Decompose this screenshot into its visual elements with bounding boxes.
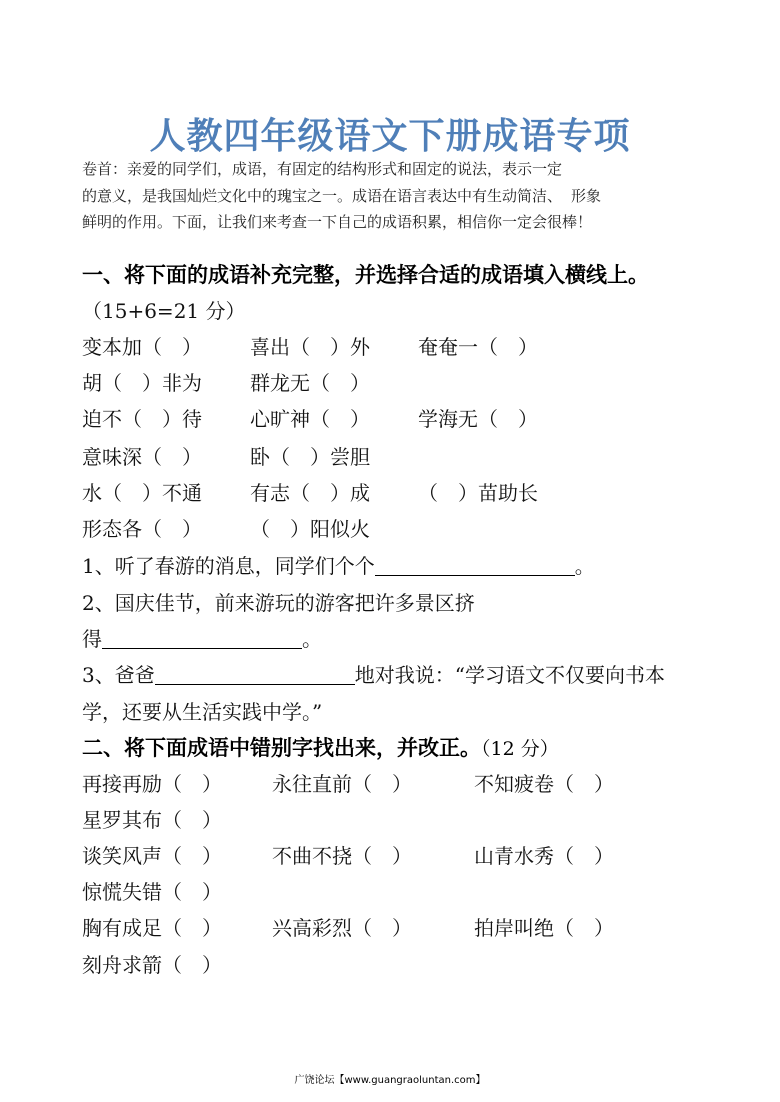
idiom-item: 心旷神（ ）	[250, 407, 370, 431]
footer-source: 广饶论坛【www.guangraoluntan.com】	[294, 1075, 486, 1086]
intro-line: 鲜明的作用。下面，让我们来考查一下自己的成语积累，相信你一定会很棒！	[82, 213, 593, 231]
idiom-item: 谈笑风声（ ）	[82, 844, 222, 868]
intro-line: 卷首：亲爱的同学们，成语，有固定的结构形式和固定的说法，表示一定	[82, 160, 563, 178]
section-1-points: （15+6=21 分）	[82, 299, 246, 323]
page-title: 人教四年级语文下册成语专项	[149, 116, 631, 157]
idiom-item: 喜出（ ）外	[250, 335, 370, 359]
section-2-heading	[82, 732, 559, 762]
answer-blank[interactable]	[375, 555, 575, 576]
idiom-item: 再接再励（ ）	[82, 772, 222, 796]
question-1-text: 1、听了春游的消息，同学们个个	[82, 554, 375, 578]
section-2-points: （12 分）	[481, 738, 559, 760]
question-3-line: 学，还要从生活实践中学。”	[82, 700, 323, 724]
idiom-item: 水（ ）不通	[82, 481, 202, 505]
answer-blank[interactable]	[102, 628, 302, 649]
idiom-item: 星罗其布（ ）	[82, 808, 222, 832]
question-1	[82, 550, 595, 579]
question-3	[82, 659, 665, 688]
question-3-rest: 地对我说：“学习语文不仅要向书本	[354, 663, 665, 687]
idiom-item: 形态各（ ）	[82, 517, 202, 541]
idiom-item: 不知疲卷（ ）	[474, 772, 614, 796]
idiom-item: 变本加（ ）	[82, 335, 202, 359]
idiom-item: （ ）苗助长	[418, 481, 538, 505]
idiom-item: 有志（ ）成	[250, 481, 370, 505]
idiom-item: 奄奄一（ ）	[418, 335, 538, 359]
intro-line: 的意义，是我国灿烂文化中的瑰宝之一。成语在语言表达中有生动简洁、 形象	[82, 187, 602, 205]
idiom-item: 胸有成足（ ）	[82, 916, 222, 940]
idiom-item: 卧（ ）尝胆	[250, 445, 370, 469]
idiom-item: 胡（ ）非为	[82, 371, 202, 395]
question-1-end: 。	[574, 554, 595, 578]
idiom-item: 学海无（ ）	[418, 407, 538, 431]
idiom-item: 惊慌失错（ ）	[82, 880, 222, 904]
idiom-item: 群龙无（ ）	[250, 371, 370, 395]
idiom-item: 意味深（ ）	[82, 445, 202, 469]
question-2-text: 得	[82, 627, 102, 651]
question-3-text: 3、爸爸	[82, 663, 155, 687]
idiom-item: （ ）阳似火	[250, 517, 370, 541]
idiom-item: 刻舟求箭（ ）	[82, 953, 222, 977]
question-2	[82, 623, 322, 652]
idiom-item: 拍岸叫绝（ ）	[474, 916, 614, 940]
question-2-line: 2、国庆佳节，前来游玩的游客把许多景区挤	[82, 591, 475, 615]
idiom-item: 永往直前（ ）	[272, 772, 412, 796]
idiom-item: 兴高彩烈（ ）	[272, 916, 412, 940]
question-2-end: 。	[302, 627, 322, 651]
idiom-item: 山青水秀（ ）	[474, 844, 614, 868]
section-2-heading-text: 二、将下面成语中错别字找出来，并改正。	[82, 736, 481, 760]
section-1-heading: 一、将下面的成语补充完整，并选择合适的成语填入横线上。	[82, 263, 649, 287]
idiom-item: 迫不（ ）待	[82, 407, 202, 431]
answer-blank[interactable]	[155, 664, 355, 685]
idiom-item: 不曲不挠（ ）	[272, 844, 412, 868]
